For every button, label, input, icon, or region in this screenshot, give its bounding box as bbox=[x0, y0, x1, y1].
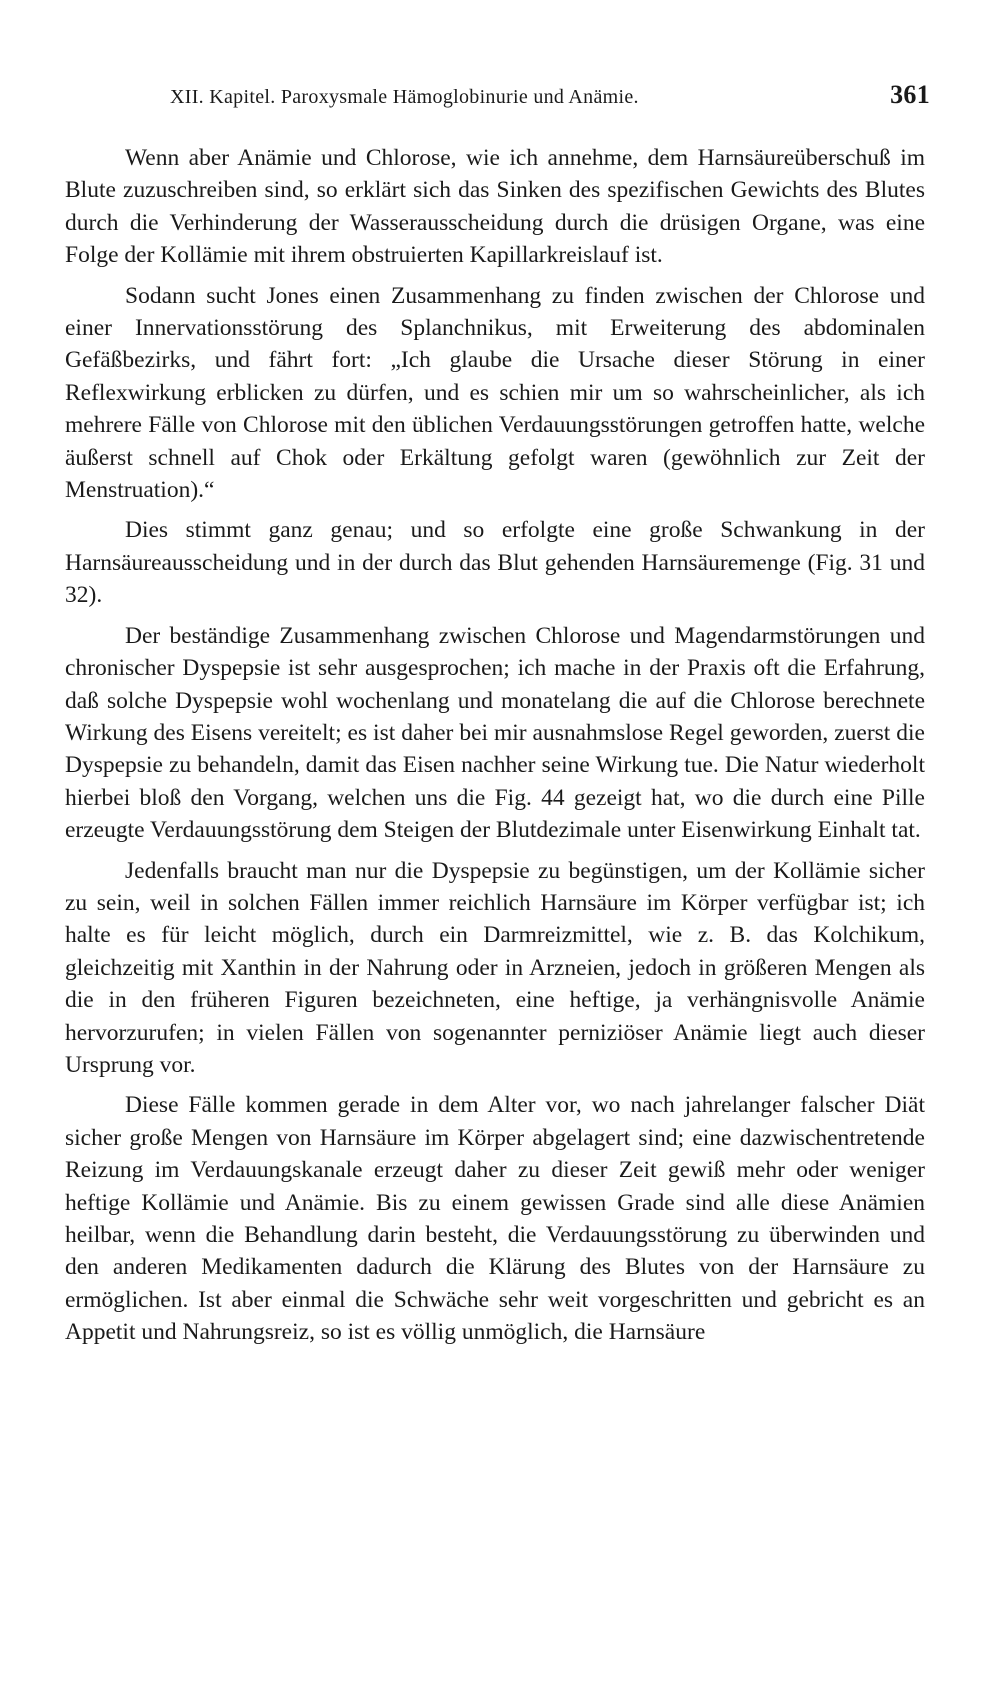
paragraph: Wenn aber Anämie und Chlorose, wie ich annehme, dem Harnsäureüberschuß im Blute zuzuschreiben sind, so erklärt sich das Sinken des spezifischen Gewichts des Blutes durch die Verhinderung der Wasserausscheidung durch die drüsigen Organe, was eine Folge der Kollämie mit ihrem obstruierten Kapillarkreislauf ist. bbox=[65, 145, 925, 269]
paragraph: Diese Fälle kommen gerade in dem Alter vor, wo nach jahrelanger falscher Diät sicher große Mengen von Harnsäure im Körper abgelagert sind; eine dazwischentretende Reizung im Verdauungskanale erzeugt daher zu dieser Zeit gewiß mehr oder weniger heftige Kollämie und Anämie. Bis zu einem gewissen Grade sind alle diese Anämien heilbar, wenn die Behandlung darin besteht, die Verdauungsstörung zu überwinden und den anderen Medikamenten dadurch die Klärung des Blutes von der Harnsäure zu ermöglichen. Ist aber einmal die Schwäche sehr weit vorgeschritten und gebricht es an Appetit und Nahrungsreiz, so ist es völlig unmöglich, die Harnsäure bbox=[65, 1092, 925, 1346]
paragraph: Der beständige Zusammenhang zwischen Chlorose und Magendarmstörungen und chronischer Dyspepsie ist sehr ausgesprochen; ich mache in der Praxis oft die Erfahrung, daß solche Dyspepsie wohl wochenlang und monatelang die auf die Chlorose berechnete Wirkung des Eisens vereitelt; es ist daher bei mir ausnahmslose Regel geworden, zuerst die Dyspepsie zu behandeln, damit das Eisen nachher seine Wirkung tue. Die Natur wiederholt hierbei bloß den Vorgang, welchen uns die Fig. 44 gezeigt hat, wo die durch eine Pille erzeugte Verdauungsstörung dem Steigen der Blutdezimale unter Eisenwirkung Einhalt tat. bbox=[65, 622, 925, 844]
paragraph: Jedenfalls braucht man nur die Dyspepsie zu begünstigen, um der Kollämie sicher zu sein, weil in solchen Fällen immer reichlich Harnsäure im Körper verfügbar ist; ich halte es für leicht möglich, durch ein Darmreizmittel, wie z. B. das Kolchikum, gleichzeitig mit Xanthin in der Nahrung oder in Arzneien, jedoch in größeren Mengen als die in den früheren Figuren bezeichneten, eine heftige, ja verhängnisvolle Anämie hervorzurufen; in vielen Fällen von sogenannter perniziöser Anämie liegt auch dieser Ursprung vor. bbox=[65, 857, 925, 1078]
paragraph: Sodann sucht Jones einen Zusammenhang zu finden zwischen der Chlorose und einer Innervationsstörung des Splanchnikus, mit Erweiterung des abdominalen Gefäßbezirks, und fährt fort: „Ich glaube die Ursache dieser Störung in einer Reflexwirkung erblicken zu dürfen, und es schien mir um so wahrscheinlicher, als ich mehrere Fälle von Chlorose mit den üblichen Verdauungsstörungen getroffen hatte, welche äußerst schnell auf Chok oder Erkältung gefolgt waren (gewöhnlich zur Zeit der Menstruation).“ bbox=[65, 282, 925, 504]
body-text bbox=[65, 142, 925, 1349]
page-number: 361 bbox=[890, 80, 930, 109]
running-header bbox=[170, 80, 930, 114]
paragraph: Dies stimmt ganz genau; und so erfolgte eine große Schwankung in der Harnsäureausscheidung und in der durch das Blut gehenden Harnsäuremenge (Fig. 31 und 32). bbox=[65, 517, 925, 609]
running-title: XII. Kapitel. Paroxysmale Hämoglobinurie und Anämie. bbox=[170, 86, 639, 108]
